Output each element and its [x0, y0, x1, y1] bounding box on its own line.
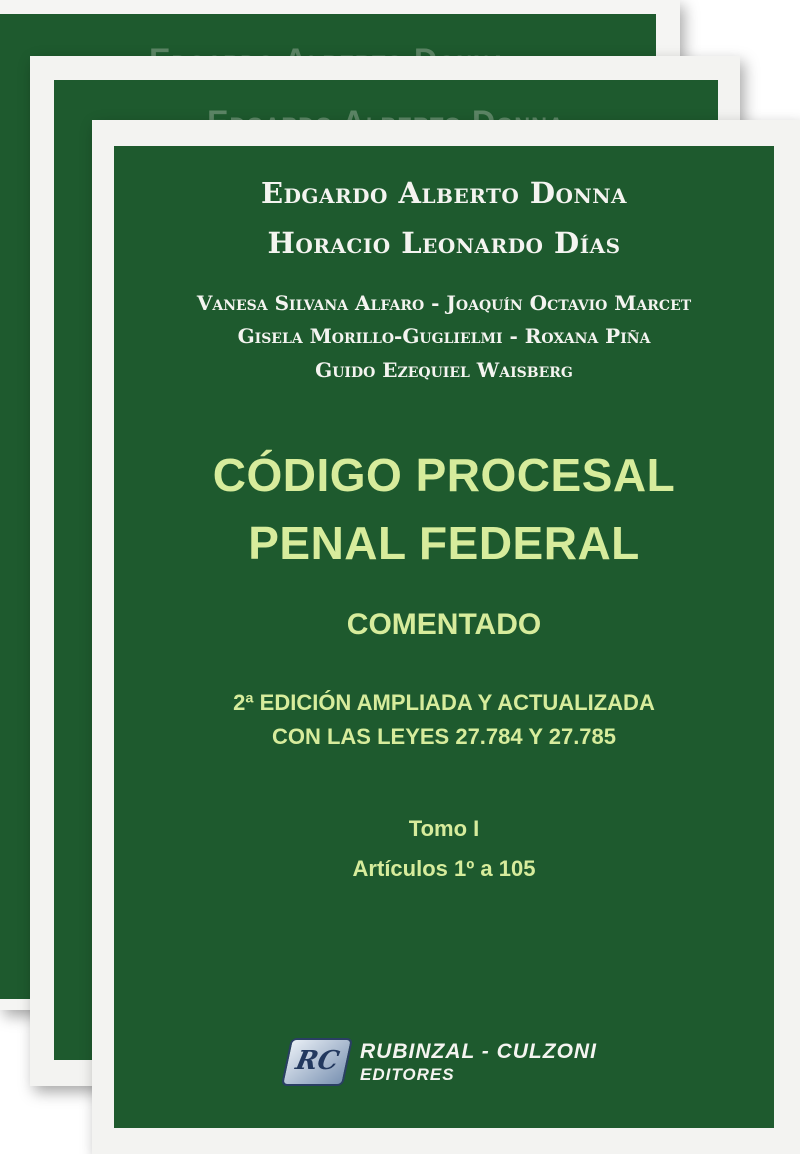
main-author-1: Edgardo Alberto Donna — [260, 176, 628, 210]
volume-label: Tomo I — [408, 816, 480, 841]
book-title-line-2: PENAL FEDERAL — [248, 517, 640, 569]
publisher-logo — [286, 1034, 646, 1094]
book-subtitle: COMENTADO — [346, 608, 542, 641]
main-author-2: Horacio Leonardo Días — [267, 226, 621, 260]
co-authors-line-2: Gisela Morillo-Guglielmi - Roxana Piña — [237, 324, 651, 348]
co-authors-line-3: Guido Ezequiel Waisberg — [315, 358, 573, 382]
publisher-badge-icon: RC — [281, 1038, 353, 1086]
edition-line-1: 2ª EDICIÓN AMPLIADA Y ACTUALIZADA — [233, 690, 655, 715]
publisher-name: RUBINZAL - CULZONI — [360, 1040, 597, 1063]
publisher-sub: EDITORES — [360, 1065, 455, 1084]
book-title-line-1: CÓDIGO PROCESAL — [212, 449, 676, 501]
articles-range: Artículos 1º a 105 — [352, 856, 536, 881]
co-authors-line-1: Vanesa Silvana Alfaro - Joaquín Octavio Marcet — [196, 291, 692, 315]
front-book-cover — [92, 120, 800, 1154]
front-book-green-panel — [114, 146, 774, 1128]
edition-line-2: CON LAS LEYES 27.784 Y 27.785 — [271, 724, 617, 749]
